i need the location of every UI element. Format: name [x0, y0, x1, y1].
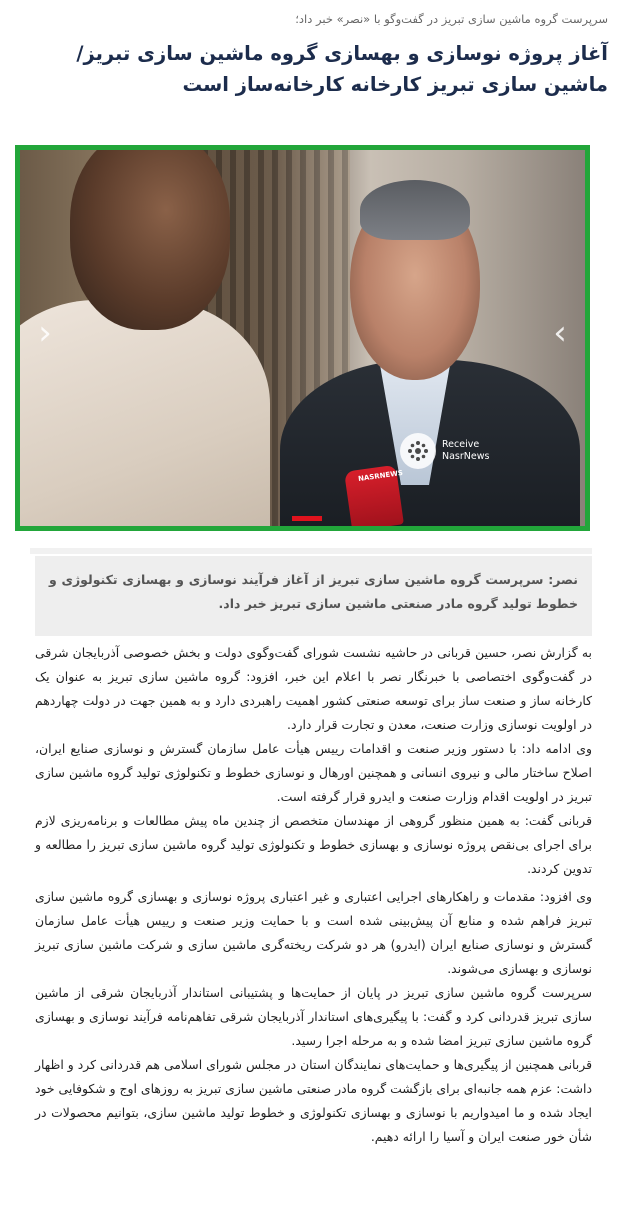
interviewer-head [70, 150, 230, 330]
article-lead-box [35, 556, 592, 636]
article-paragraph: وی ادامه داد: با دستور وزیر صنعت و اقدامات رییس هیأت عامل سازمان گسترش و نوسازی صنایع ایران، اصلاح ساختار مالی و نیروی انسانی و همچنین اورهال و نوسازی خطوط و تکنولوژی تولید گروه ماشین سازی تبریز در اولویت اقدام وزارت صنعت و ایدرو قرار گرفته است. [35, 741, 592, 804]
article-paragraph: به گزارش نصر، حسین قربانی در حاشیه نشست شورای گفت‌وگوی دولت و بخش خصوصی آذربایجان شرقی در گفت‌وگوی اختصاصی با خبرنگار نصر با اعلام این خبر، افزود: گروه ماشین سازی تبریز به عنوان یک کارخانه ساز و صنعت ساز برای توسعه صنعتی کشور اهمیت راهبردی دارد و به همین جهت در دولت چهاردهم در اولویت نوسازی وزارت صنعت، معدن و تجارت قرار دارد. [35, 645, 592, 732]
watermark-text [442, 439, 489, 463]
article-paragraph: سرپرست گروه ماشین سازی تبریز در پایان از حمایت‌ها و پشتیبانی استاندار آذربایجان شرقی از ماشین سازی تبریز قدردانی کرد و گفت: با پیگیری‌های استاندار آذربایجان شرقی تفاهم‌نامه فرآیند نوسازی و بهسازی گروه ماشین سازی تبریز امضا شده و به مرحله اجرا رسید. [35, 985, 592, 1048]
section-divider [30, 548, 592, 554]
chevron-right-icon[interactable]: › [553, 313, 567, 353]
chevron-left-icon[interactable]: ‹ [38, 313, 52, 353]
slide-indicator[interactable] [292, 516, 322, 521]
nasrnews-logo-icon [400, 433, 436, 469]
image-slider[interactable] [15, 145, 590, 531]
article-headline[interactable]: آغاز پروژه نوسازی و بهسازی گروه ماشین سازی تبریز/ ماشین سازی تبریز کارخانه کارخانه‌ساز است [76, 42, 608, 96]
microphone-label: NASRNEWS [357, 468, 404, 484]
slide-photo [20, 150, 585, 526]
article-lead: نصر: سرپرست گروه ماشین سازی تبریز از آغاز فرآیند نوسازی و بهسازی تکنولوژی و خطوط تولید گروه مادر صنعتی ماشین سازی تبریز خبر داد. [49, 572, 578, 611]
interviewee-hair [360, 180, 470, 240]
article-kicker: سرپرست گروه ماشین سازی تبریز در گفت‌وگو با «نصر» خبر داد؛ [295, 12, 608, 26]
watermark-line-brand: NasrNews [442, 451, 490, 462]
interviewer-figure [20, 300, 270, 526]
watermark-line-receive: Receive [442, 439, 480, 450]
article-paragraph: قربانی همچنین از پیگیری‌ها و حمایت‌های نمایندگان استان در مجلس شورای اسلامی هم قدردانی کرد و اظهار داشت: عزم همه جانبه‌ای برای بازگشت گروه مادر صنعتی ماشین سازی تبریز به روزهای اوج و شکوفایی خود ایجاد شده و ما امیدواریم با نوسازی و بهسازی تکنولوژی و خطوط تولید ماشین سازی، بتوانیم محصولات در شأن خور صنعت ایران و آسیا را ارائه دهیم. [35, 1057, 592, 1144]
article-paragraph: قربانی گفت: به همین منظور گروهی از مهندسان متخصص از چندین ماه پیش مطالعات و برنامه‌ریزی لازم برای اجرای بی‌نقص پروژه نوسازی و بهسازی خطوط و تکنولوژی تولید گروه ماشین سازی تبریز را مطالعه و تدوین کردند. [35, 813, 592, 876]
watermark [400, 433, 489, 469]
article-body [35, 641, 592, 1149]
article-paragraph: وی افزود: مقدمات و راهکارهای اجرایی اعتباری و غیر اعتباری پروژه نوسازی و بهسازی گروه ماشین سازی تبریز فراهم شده و منابع آن پیش‌بینی شده است و با حمایت وزیر صنعت و رییس هیأت عامل سازمان گسترش و نوسازی صنایع ایران (ایدرو) هر دو شرکت ریخته‌گری ماشین سازی و شرکت ماشین سازی تبریز نوسازی و بهسازی می‌شوند. [35, 889, 592, 976]
